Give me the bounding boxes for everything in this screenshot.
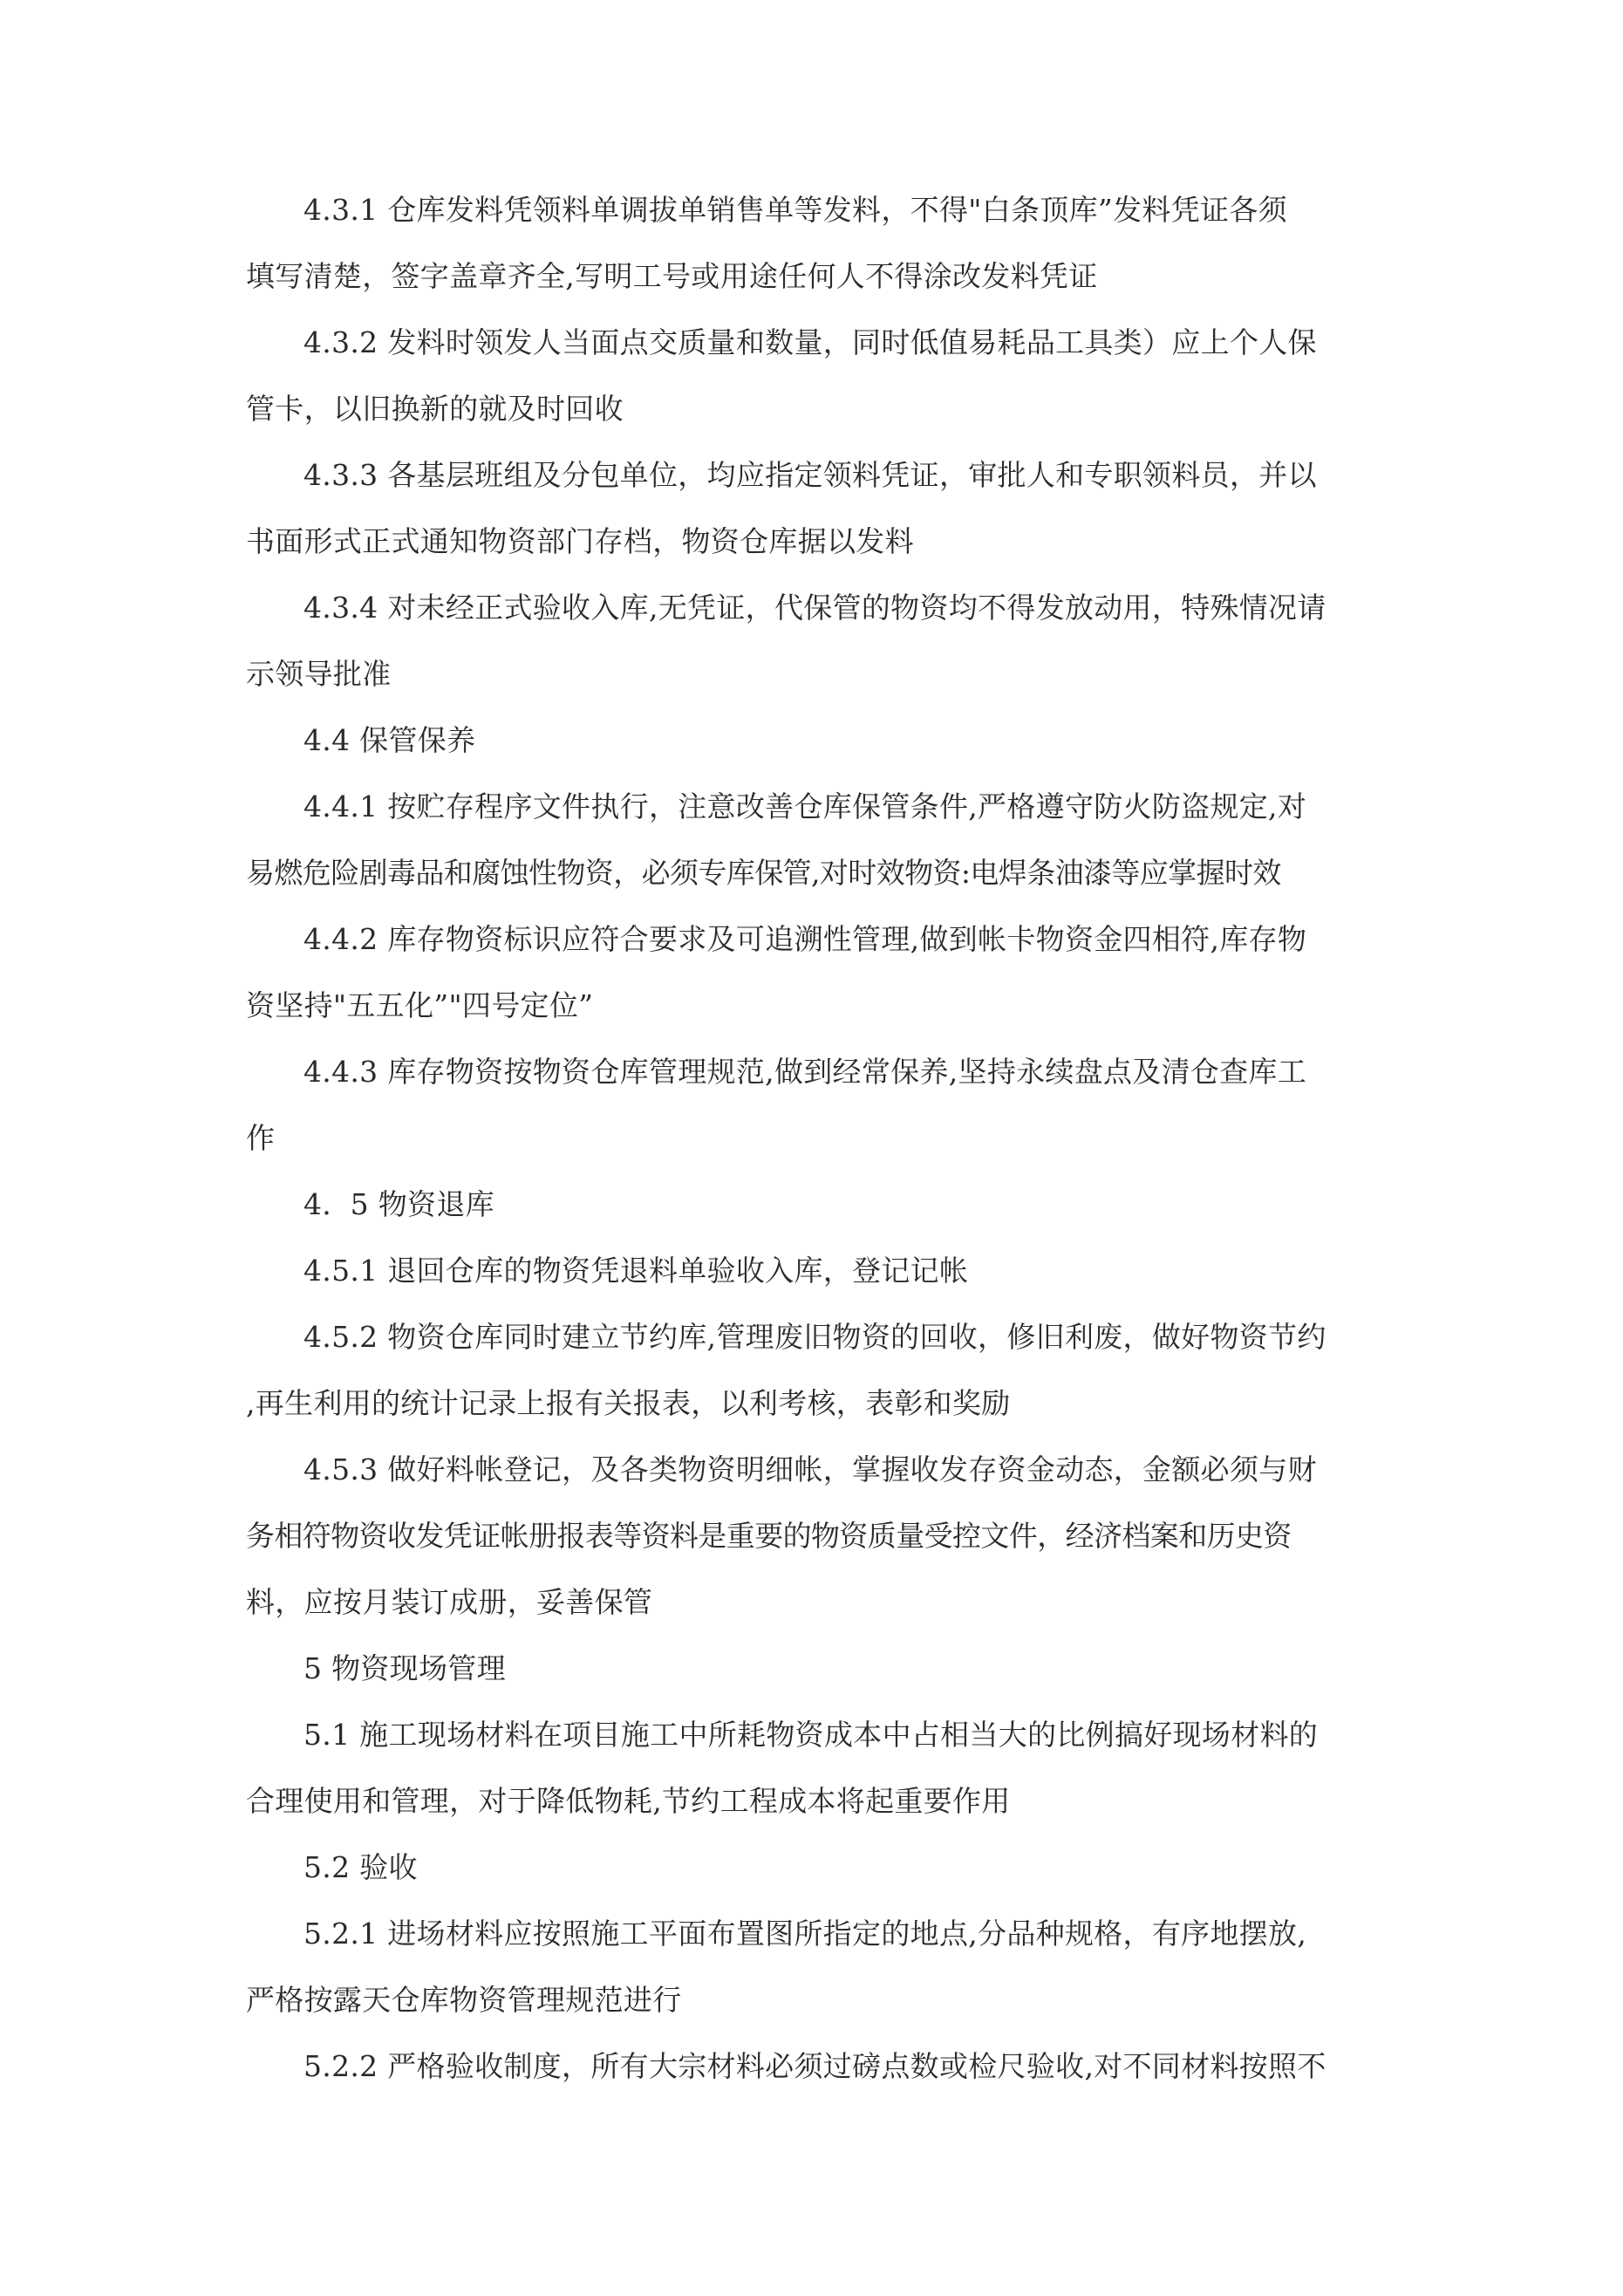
- paragraph-4-3-3: [246, 442, 1397, 575]
- text-line: 4.5.3 做好料帐登记，及各类物资明细帐，掌握收发存资金动态，金额必须与财: [303, 1452, 1317, 1486]
- text-line: 5 物资现场管理: [303, 1651, 506, 1685]
- text-line: 作: [246, 1121, 276, 1155]
- paragraph-4-5-1: [246, 1238, 1397, 1304]
- text-line: 4.3.4 对未经正式验收入库,无凭证，代保管的物资均不得发放动用，特殊情况请: [303, 591, 1326, 625]
- paragraph-4-4-2: [246, 906, 1397, 1039]
- paragraph-4-4-3: [246, 1039, 1397, 1172]
- text-line: 4.4.2 库存物资标识应符合要求及可追溯性管理,做到帐卡物资金四相符,库存物: [303, 922, 1307, 956]
- text-line: 合理使用和管理，对于降低物耗,节约工程成本将起重要作用: [246, 1784, 1011, 1818]
- text-line: 4.5.1 退回仓库的物资凭退料单验收入库，登记记帐: [303, 1254, 969, 1288]
- text-line: 管卡，以旧换新的就及时回收: [246, 392, 624, 426]
- text-line: 书面形式正式通知物资部门存档，物资仓库据以发料: [246, 524, 914, 558]
- text-line: 务相符物资收发凭证帐册报表等资料是重要的物资质量受控文件，经济档案和历史资: [246, 1519, 1292, 1553]
- paragraph-4-5-2: [246, 1304, 1397, 1437]
- text-line: 5.1 施工现场材料在项目施工中所耗物资成本中占相当大的比例搞好现场材料的: [303, 1718, 1319, 1752]
- text-line: 4.3.3 各基层班组及分包单位，均应指定领料凭证，审批人和专职领料员，并以: [303, 458, 1317, 492]
- text-line: 5.2 验收: [303, 1850, 418, 1884]
- paragraph-5-2-1: [246, 1901, 1397, 2033]
- heading-4-4: [246, 707, 1397, 774]
- text-line: 5.2.1 进场材料应按照施工平面布置图所指定的地点,分品种规格，有序地摆放,: [303, 1917, 1307, 1951]
- paragraph-4-3-4: [246, 575, 1397, 707]
- text-line: ,再生利用的统计记录上报有关报表，以利考核，表彰和奖励: [246, 1386, 1011, 1420]
- text-line: 严格按露天仓库物资管理规范进行: [246, 1983, 682, 2017]
- text-line: 资坚持"五五化”"四号定位”: [246, 988, 594, 1022]
- paragraph-4-3-2: [246, 310, 1397, 442]
- text-line: 4.4.3 库存物资按物资仓库管理规范,做到经常保养,坚持永续盘点及清仓查库工: [303, 1055, 1307, 1089]
- text-line: 5.2.2 严格验收制度，所有大宗材料必须过磅点数或检尺验收,对不同材料按照不: [303, 2049, 1326, 2083]
- paragraph-4-3-1: [246, 177, 1397, 310]
- text-line: 填写清楚，签字盖章齐全,写明工号或用途任何人不得涂改发料凭证: [246, 259, 1098, 293]
- paragraph-4-4-1: [246, 774, 1397, 906]
- text-line: 4.5.2 物资仓库同时建立节约库,管理废旧物资的回收，修旧利废，做好物资节约: [303, 1320, 1326, 1354]
- text-line: 4.4 保管保养: [303, 723, 476, 757]
- text-line: 4.3.1 仓库发料凭领料单调拔单销售单等发料，不得"白条顶库”发料凭证各须: [303, 193, 1287, 227]
- paragraph-5-1: [246, 1702, 1397, 1835]
- paragraph-5-2-2: [246, 2033, 1397, 2100]
- heading-5: [246, 1636, 1397, 1702]
- text-line: 4. 5 物资退库: [303, 1187, 494, 1221]
- heading-4-5: [246, 1172, 1397, 1238]
- text-line: 4.4.1 按贮存程序文件执行，注意改善仓库保管条件,严格遵守防火防盗规定,对: [303, 789, 1307, 823]
- heading-5-2: [246, 1835, 1397, 1901]
- text-line: 料，应按月装订成册，妥善保管: [246, 1585, 653, 1619]
- paragraph-4-5-3: [246, 1437, 1397, 1636]
- text-line: 易燃危险剧毒品和腐蚀性物资，必须专库保管,对时效物资:电焊条油漆等应掌握时效: [246, 856, 1281, 890]
- document-body: [246, 177, 1397, 2100]
- text-line: 示领导批准: [246, 657, 392, 691]
- text-line: 4.3.2 发料时领发人当面点交质量和数量，同时低值易耗品工具类）应上个人保: [303, 325, 1317, 359]
